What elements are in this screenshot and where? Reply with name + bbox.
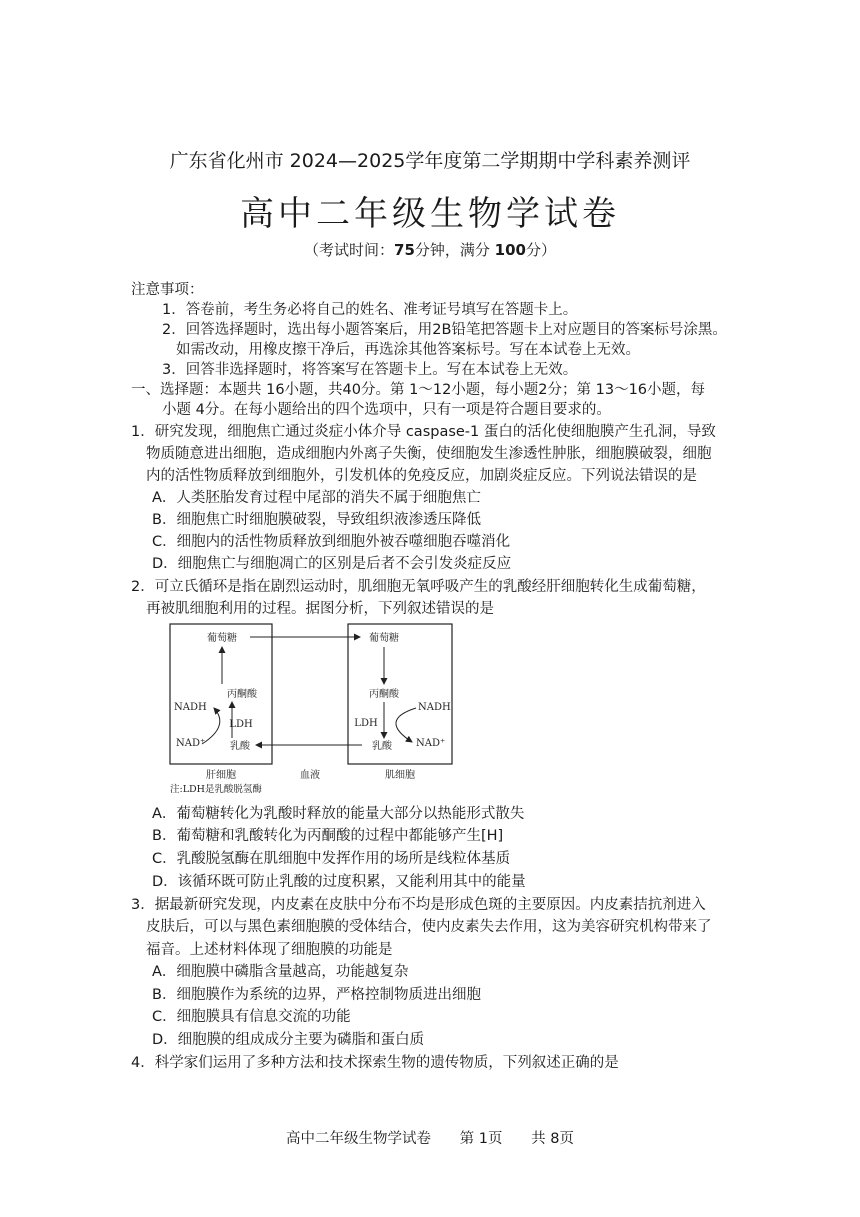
notes-heading: 注意事项： [131,282,204,298]
question-1-stem: 物质随意进出细胞，造成细胞内外离子失衡，使细胞发生渗透性肿胀，细胞膜破裂，细胞 [146,446,712,462]
exam-time: 75 [394,241,415,259]
question-2-option-b: B．葡萄糖和乳酸转化为丙酮酸的过程中都能够产生[H] [152,828,504,844]
question-3-stem: 福音。上述材料体现了细胞膜的功能是 [146,942,393,958]
question-2-option-d: D．该循环既可防止乳酸的过度积累，又能利用其中的能量 [152,874,526,890]
page-footer [0,1127,860,1148]
liver-nad-label: NAD⁺ [176,738,206,749]
question-3-option-d: D．细胞膜的组成成分主要为磷脂和蛋白质 [152,1032,425,1048]
question-3-option-c: C．细胞膜具有信息交流的功能 [152,1009,351,1025]
question-1-stem: 1．研究发现，细胞焦亡通过炎症小体介导 caspase-1 蛋白的活化使细胞膜产生孔洞，导致 [131,424,716,440]
muscle-lactate-label: 乳酸 [372,741,392,752]
question-3-stem: 皮肤后，可以与黑色素细胞膜的受体结合，使内皮素失去作用，这为美容研究机构带来了 [146,919,712,935]
footer-page-number: 第 1页 [459,1131,503,1147]
note-item: 如需改动，用橡皮擦干净后，再选涂其他答案标号。写在本试卷上无效。 [176,342,640,358]
question-3-option-b: B．细胞膜作为系统的边界，严格控制物质进出细胞 [152,987,481,1003]
cori-cycle-diagram [166,620,458,794]
liver-cell-label: 肝细胞 [206,770,236,781]
blood-label: 血液 [300,770,320,781]
exam-score: 100 [494,241,526,259]
note-item: 1．答卷前，考生务必将自己的姓名、准考证号填写在答题卡上。 [162,302,578,318]
question-2-stem: 2．可立氏循环是指在剧烈运动时，肌细胞无氧呼吸产生的乳酸经肝细胞转化生成葡萄糖， [131,579,706,595]
exam-title: 高中二年级生物学试卷 [240,194,620,234]
question-1-option-c: C．细胞内的活性物质释放到细胞外被吞噬细胞吞噬消化 [152,534,511,550]
muscle-nadh-to-nad-arrow [396,708,416,742]
liver-ldh-label: LDH [229,719,253,730]
exam-header-line: 广东省化州市 2024—2025学年度第二学期期中学科素养测评 [169,150,691,172]
question-4-stem: 4．科学家们运用了多种方法和技术探索生物的遗传物质，下列叙述正确的是 [131,1055,619,1071]
liver-nadh-label: NADH [174,702,207,713]
muscle-nad-label: NAD⁺ [416,738,446,749]
muscle-pyruvate-label: 丙酮酸 [369,689,399,700]
section-heading: 一、选择题：本题共 16小题，共40分。第 1～12小题，每小题2分；第 13～16小题，每 [131,382,706,398]
note-item: 2．回答选择题时，选出每小题答案后，用2B铅笔把答题卡上对应题目的答案标号涂黑。 [162,322,727,338]
exam-info-prefix: （考试时间： [304,241,395,259]
question-1-stem: 内的活性物质释放到细胞外，引发机体的免疫反应，加剧炎症反应。下列说法错误的是 [146,468,697,484]
question-1-option-d: D．细胞焦亡与细胞凋亡的区别是后者不会引发炎症反应 [152,556,512,572]
exam-info [0,239,860,260]
question-1-option-b: B．细胞焦亡时细胞膜破裂，导致组织液渗透压降低 [152,512,481,528]
muscle-glucose-label: 葡萄糖 [369,633,399,644]
liver-lactate-label: 乳酸 [230,741,250,752]
diagram-note: 注:LDH是乳酸脱氢酶 [170,784,262,794]
question-1-option-a: A．人类胚胎发育过程中尾部的消失不属于细胞焦亡 [152,490,481,506]
exam-info-mid: 分钟，满分 [414,241,495,259]
footer-title: 高中二年级生物学试卷 [286,1131,432,1147]
exam-info-suffix: 分） [525,241,556,259]
muscle-ldh-label: LDH [354,718,378,729]
liver-pyruvate-label: 丙酮酸 [227,689,257,700]
note-item: 3．回答非选择题时，将答案写在答题卡上。写在本试卷上无效。 [162,362,578,378]
question-3-stem: 3．据最新研究发现，内皮素在皮肤中分布不均是形成色斑的主要原因。内皮素拮抗剂进入 [131,897,706,913]
question-2-option-c: C．乳酸脱氢酶在肌细胞中发挥作用的场所是线粒体基质 [152,851,511,867]
question-2-option-a: A．葡萄糖转化为乳酸时释放的能量大部分以热能形式散失 [152,806,525,822]
question-3-option-a: A．细胞膜中磷脂含量越高，功能越复杂 [152,964,409,980]
liver-glucose-label: 葡萄糖 [207,633,237,644]
section-heading-cont: 小题 4分。在每小题给出的四个选项中，只有一项是符合题目要求的。 [162,402,611,418]
footer-total-pages: 共 8页 [531,1131,574,1147]
question-2-stem: 再被肌细胞利用的过程。据图分析，下列叙述错误的是 [146,601,494,617]
muscle-nadh-label: NADH [418,702,451,713]
muscle-cell-label: 肌细胞 [385,770,415,781]
